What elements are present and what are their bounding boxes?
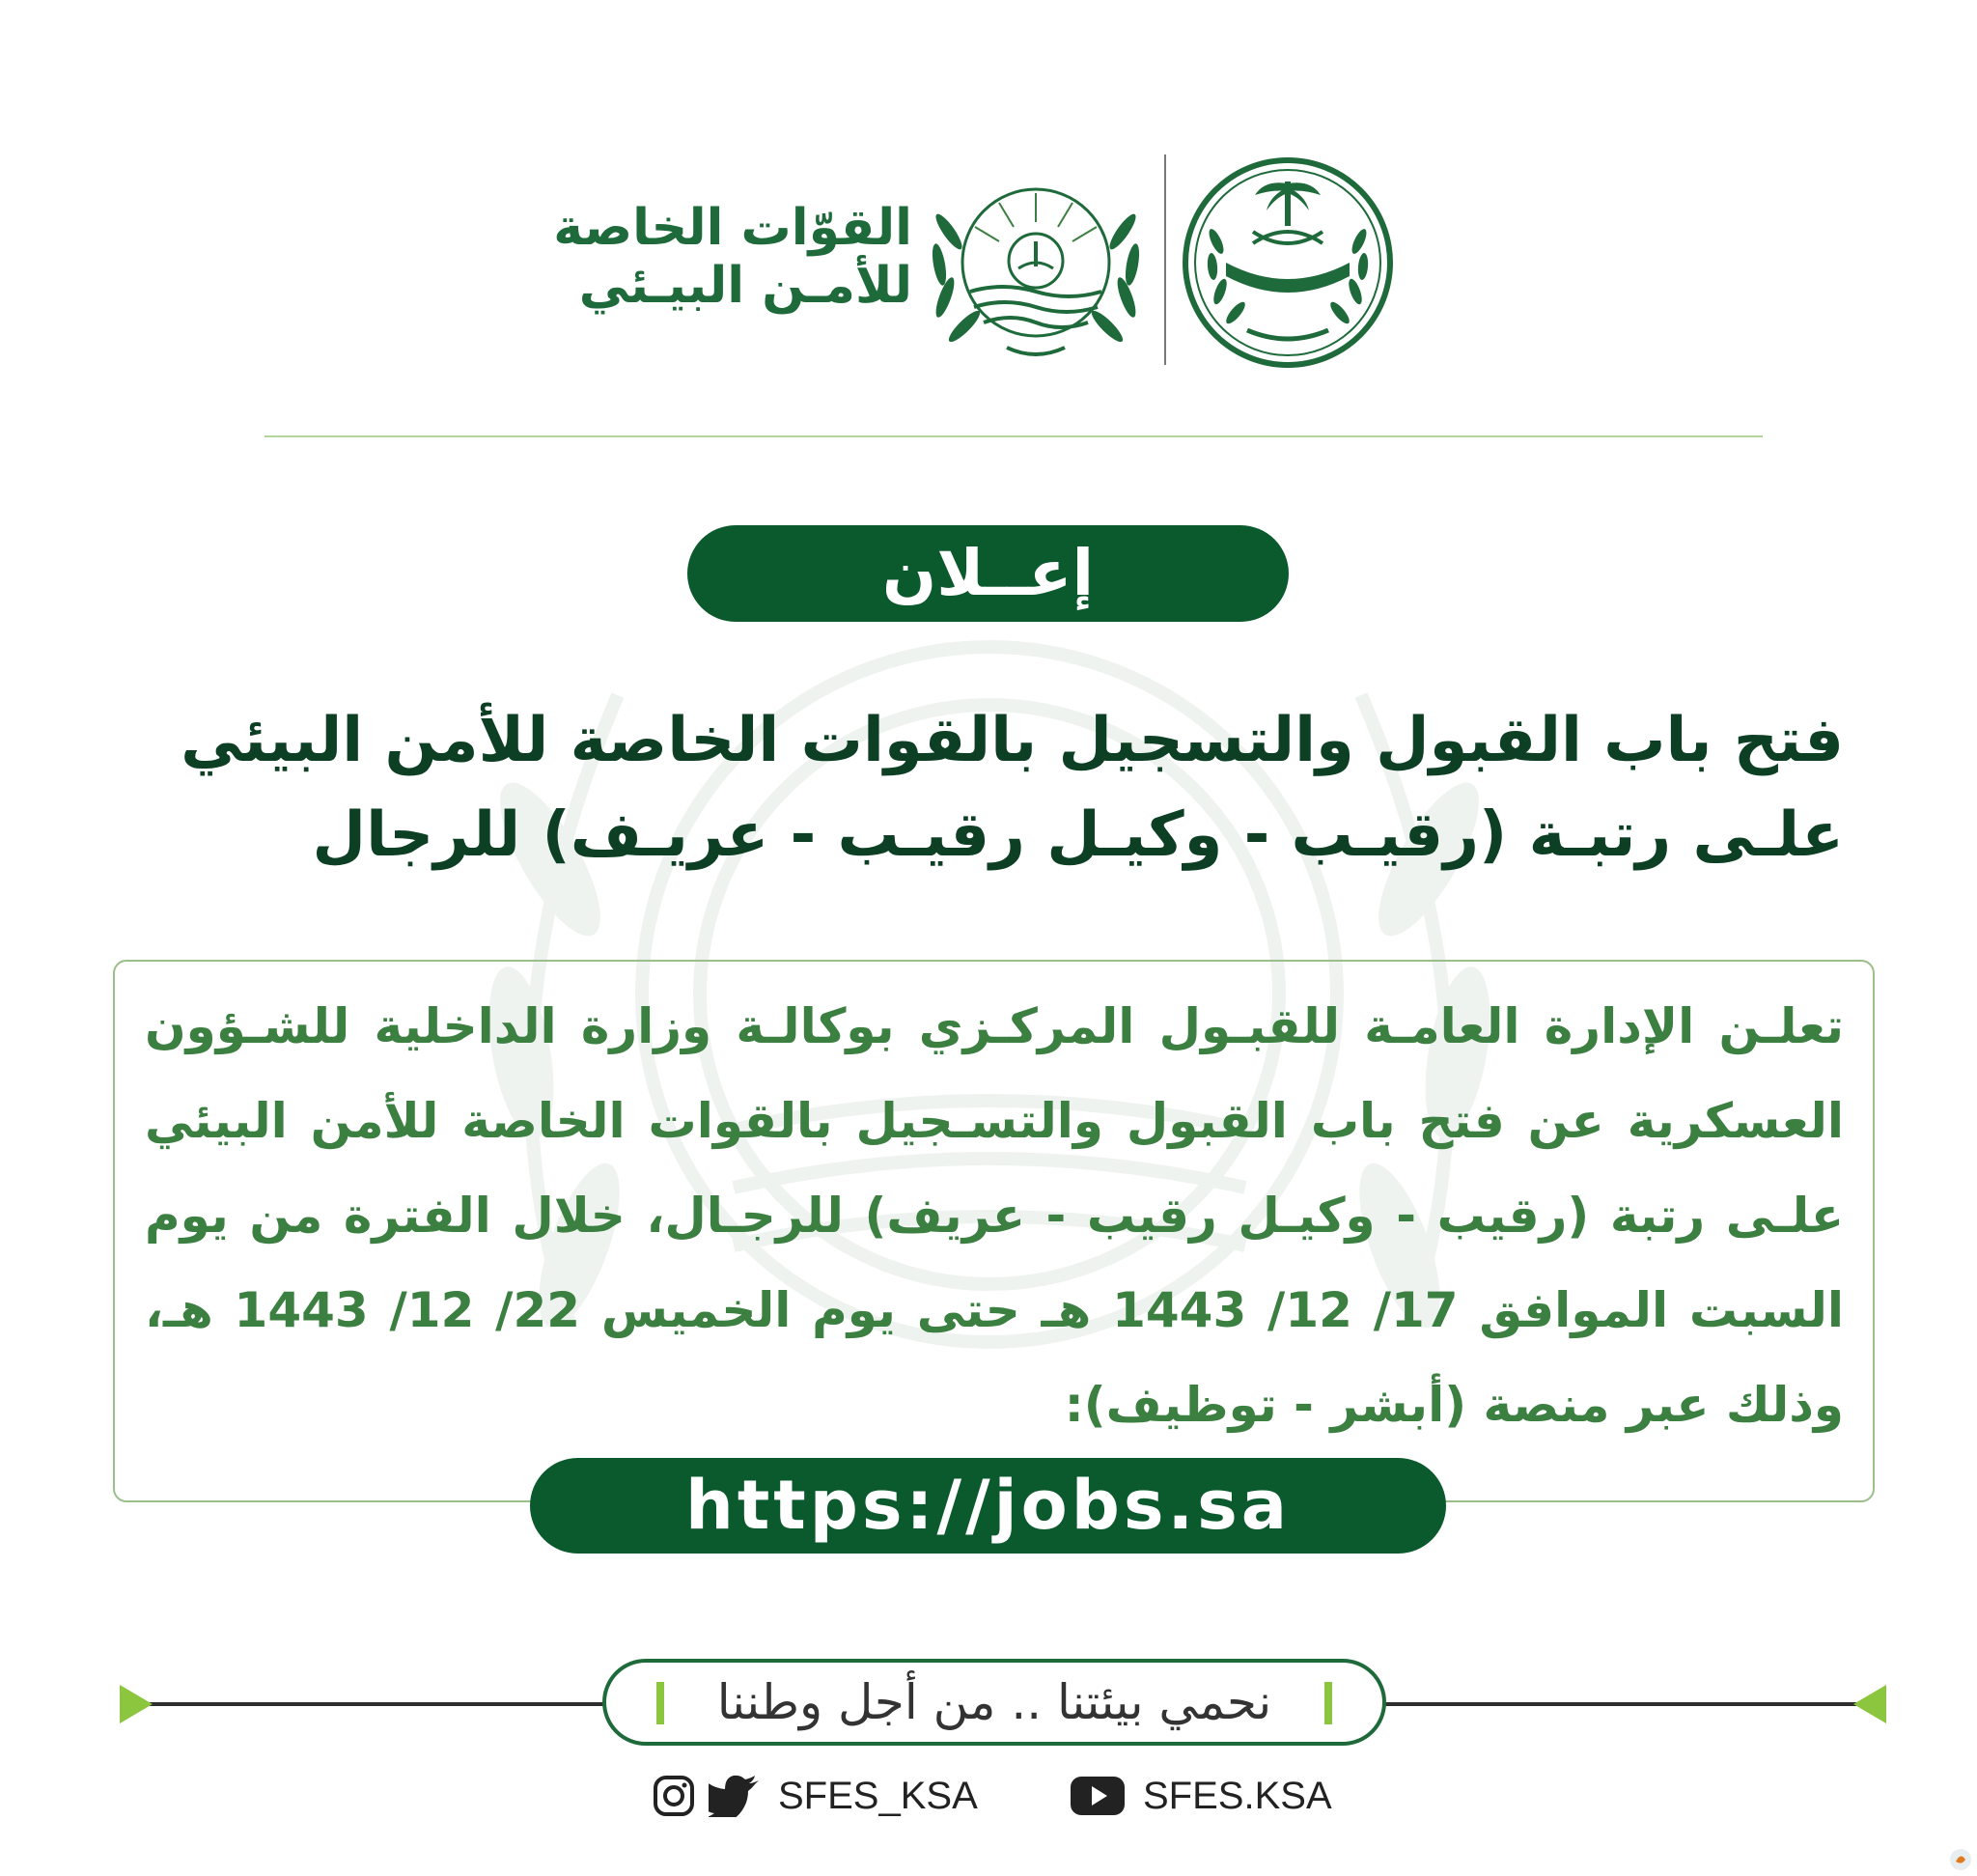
header (0, 145, 1977, 377)
triangle-left-icon (1853, 1685, 1886, 1723)
jobs-url-link[interactable]: https://jobs.sa (530, 1458, 1446, 1554)
special-forces-environmental-security-seal-icon (922, 164, 1150, 367)
announcement-label: إعــلان (687, 525, 1289, 622)
social-handle-youtube: SFES.KSA (1143, 1774, 1332, 1817)
corner-logo-icon (1948, 1847, 1973, 1872)
triangle-right-icon (120, 1685, 153, 1723)
headline-line-2: علـى رتبـة (رقيـب - وكيـل رقيـب - عريـف) للرجال (312, 799, 1844, 871)
social-sfes-ksa[interactable] (653, 1767, 978, 1825)
social-handle-twitter-instagram: SFES_KSA (778, 1774, 978, 1817)
ministry-of-interior-seal-icon (1180, 154, 1396, 371)
twitter-icon[interactable] (709, 1775, 761, 1817)
brand-name (541, 199, 912, 315)
slogan-bar-right (1324, 1682, 1332, 1724)
body-paragraph: تعلـن الإدارة العامـة للقبـول المركـزي بوكالـة وزارة الداخلية للشـؤون العسكرية عن فتح باب القبول والتسـجيل بالقوات الخاصة للأمن البيئي علـى رتبة (رقيب - وكيـل رقيب - عريف) للرجـال، خلال الفترة من يوم السبت الموافق 17/ 12/ 1443 هـ حتى يوم الخميس 22/ 12/ 1443 هـ، وذلك عبر منصة (أبشر - توظيف): (145, 998, 1845, 1433)
slogan-text: نحمي بيئتنا .. من أجل وطننا (716, 1674, 1272, 1730)
headline-line-1: فتح باب القبول والتسجيل بالقوات الخاصة للأمن البيئي (181, 705, 1844, 776)
header-divider (1164, 154, 1166, 365)
youtube-icon[interactable] (1070, 1776, 1126, 1816)
social-sfes-dot-ksa[interactable] (1070, 1767, 1332, 1825)
brand-line-2: للأمـن البيـئي (578, 257, 912, 315)
headline (135, 693, 1844, 882)
slogan-bar-left (656, 1682, 664, 1724)
header-rule (265, 435, 1763, 437)
instagram-icon[interactable] (653, 1775, 695, 1817)
brand-line-1: القوّات الخاصة (553, 199, 912, 257)
